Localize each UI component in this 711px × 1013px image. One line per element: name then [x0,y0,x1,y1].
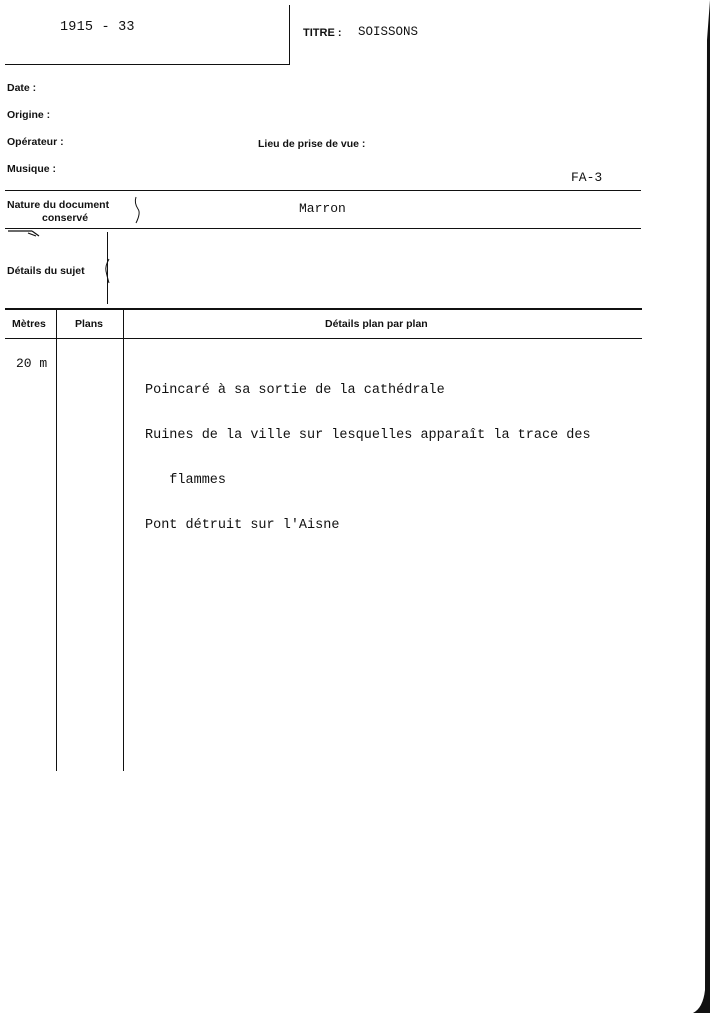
detail-line: flammes [145,473,227,488]
column-header-plans: Plans [75,318,104,330]
titre-value: SOISSONS [358,25,419,39]
table-header-divider [5,338,642,339]
nature-label-line1: Nature du document [7,199,110,211]
details-sujet-brace-icon [102,258,112,284]
operateur-label: Opérateur : [7,136,64,148]
fields-divider [5,190,641,191]
metres-value: 20 m [16,356,48,371]
table-top-border [5,308,642,310]
ink-mark-icon [6,226,46,240]
detail-list [145,353,591,548]
header-box-bottom-border [5,64,290,65]
document-code: FA-3 [571,170,603,185]
nature-label-line2: conservé [42,212,89,224]
reference-number: 1915 - 33 [60,20,135,35]
header-box-right-border [289,5,290,65]
column-header-metres: Mètres [12,318,46,330]
nature-divider [5,228,641,229]
nature-brace-icon [133,196,143,224]
detail-line: Ruines de la ville sur lesquelles apparaît la trace des [145,428,591,443]
column-header-details: Détails plan par plan [325,318,428,330]
details-sujet-label: Détails du sujet [7,265,85,277]
date-label: Date : [7,82,37,94]
detail-line: Poincaré à sa sortie de la cathédrale [145,383,445,398]
page-edge-shadow [691,0,711,1013]
origine-label: Origine : [7,109,51,121]
detail-line: Pont détruit sur l'Aisne [145,518,340,533]
lieu-label: Lieu de prise de vue : [258,138,366,150]
table-column-divider-1 [56,309,57,771]
musique-label: Musique : [7,163,56,175]
nature-value: Marron [299,201,346,216]
table-column-divider-2 [123,309,124,771]
titre-label: TITRE : [303,27,342,39]
